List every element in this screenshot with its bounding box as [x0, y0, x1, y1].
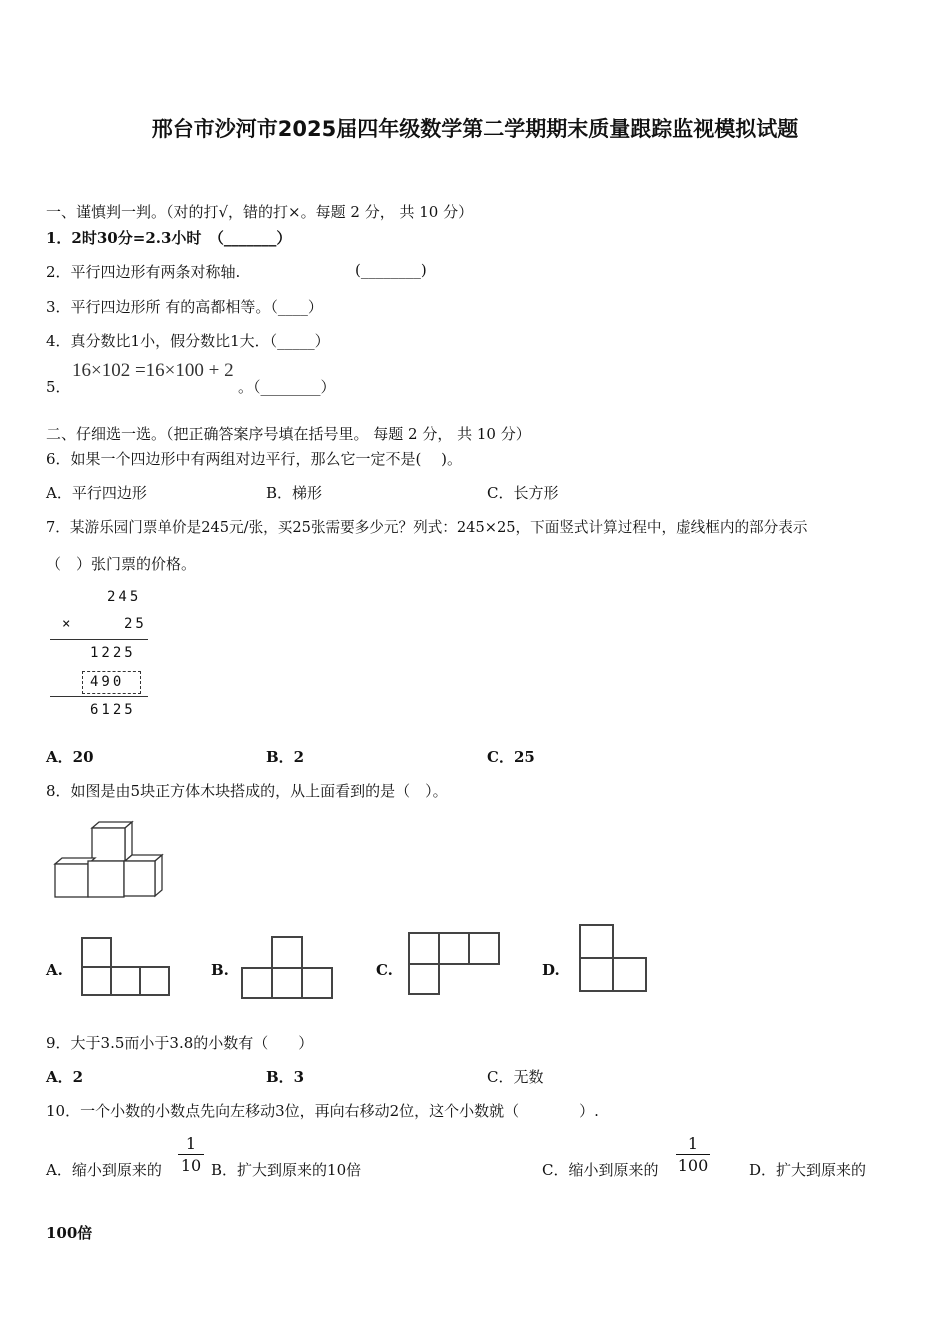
question-7-option-a: A．20 [46, 748, 94, 766]
question-8: 8．如图是由5块正方体木块搭成的，从上面看到的是（ ）。 [46, 782, 448, 800]
question-10-option-c: C．缩小到原来的 [542, 1161, 659, 1179]
calc-times-sign: × [62, 616, 74, 632]
option-c-shape [407, 931, 503, 997]
calc-row-1225: 1225 [90, 645, 136, 661]
question-10: 10．一个小数的小数点先向左移动3位，再向右移动2位，这个小数就（ ）. [46, 1102, 599, 1120]
calc-row-6125: 6125 [90, 702, 136, 718]
fraction-denominator: 10 [180, 1156, 202, 1175]
calc-row-245: 245 [107, 589, 142, 605]
question-7-line1: 7．某游乐园门票单价是245元/张，买25张需要多少元？列式：245×25，下面竖式计算过程中，虚线框内的部分表示 [46, 519, 808, 536]
question-9-option-b: B．3 [266, 1068, 305, 1086]
question-8-option-c: C. [376, 961, 393, 979]
question-6: 6．如果一个四边形中有两组对边平行，那么它一定不是( )。 [46, 450, 463, 468]
question-6-option-b: B．梯形 [266, 484, 323, 502]
section1-header: 一、谨慎判一判。（对的打√，错的打×。每题 2 分， 共 10 分） [46, 203, 474, 221]
option-b-shape [240, 935, 336, 1001]
calc-line-1 [50, 639, 148, 640]
question-7-option-b: B．2 [266, 748, 305, 766]
question-7-line2: （ ）张门票的价格。 [46, 555, 197, 573]
calc-row-25: 25 [124, 616, 147, 632]
question-10-option-b: B．扩大到原来的10倍 [211, 1161, 362, 1179]
option-a-shape [80, 936, 172, 998]
question-9-option-a: A．2 [46, 1068, 84, 1086]
question-8-option-a: A. [46, 961, 63, 979]
question-4: 4．真分数比1小，假分数比1大．（_____） [46, 332, 330, 350]
question-5-formula: 16×102 =16×100 + 2 [72, 360, 234, 381]
calc-line-2 [50, 696, 148, 697]
question-10-option-d: D．扩大到原来的 [749, 1161, 867, 1179]
fraction-one-tenth [178, 1134, 204, 1175]
question-2: 2．平行四边形有两条对称轴. [46, 263, 241, 281]
calc-row-490: 490 [90, 674, 125, 690]
question-9: 9．大于3.5而小于3.8的小数有（ ） [46, 1034, 314, 1052]
question-7-option-c: C．25 [487, 748, 535, 766]
question-6-option-a: A．平行四边形 [46, 484, 147, 502]
fraction-numerator: 1 [687, 1134, 699, 1153]
fraction-numerator: 1 [185, 1134, 197, 1153]
fraction-one-hundredth [676, 1134, 710, 1175]
question-5-tail: 。（________） [238, 378, 336, 396]
question-2-blank: (________) [355, 261, 427, 279]
question-10-option-a: A．缩小到原来的 [46, 1161, 162, 1179]
question-8-option-b: B. [211, 961, 229, 979]
question-3: 3．平行四边形所 有的高都相等。（____） [46, 298, 323, 316]
question-5-number: 5． [46, 378, 71, 396]
question-6-option-c: C．长方形 [487, 484, 559, 502]
option-d-shape [578, 923, 650, 995]
cube-stack-figure [50, 820, 170, 905]
question-8-option-d: D. [542, 961, 560, 979]
fraction-denominator: 100 [677, 1156, 709, 1175]
question-1: 1．2时30分=2.3小时 （_______） [46, 229, 292, 247]
page-title: 邢台市沙河市2025届四年级数学第二学期期末质量跟踪监视模拟试题 [151, 117, 799, 141]
section2-header: 二、仔细选一选。（把正确答案序号填在括号里。 每题 2 分， 共 10 分） [46, 425, 531, 443]
question-9-option-c: C．无数 [487, 1068, 544, 1086]
question-10-option-d-continued: 100倍 [46, 1224, 93, 1242]
